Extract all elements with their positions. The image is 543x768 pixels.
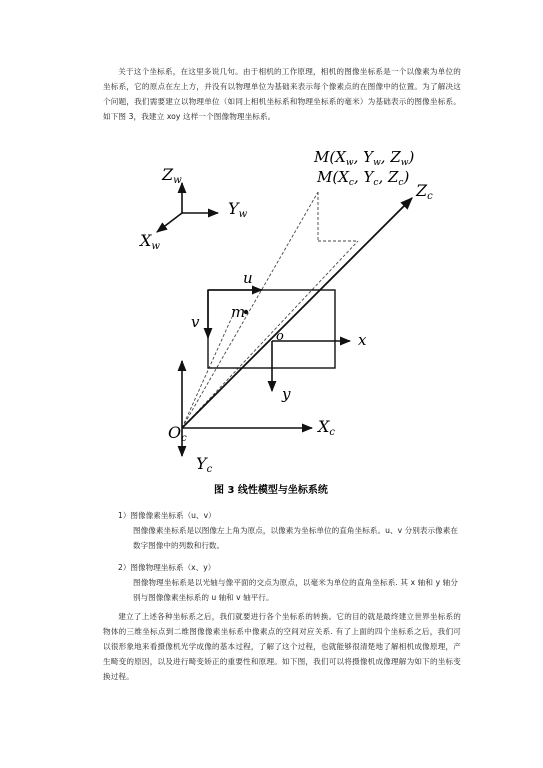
list-item-heading: 2）图像物理坐标系（x、y） (118, 563, 216, 572)
m-label: m (231, 303, 246, 321)
world-x-label: Xw (140, 231, 160, 252)
list-item (118, 560, 458, 605)
list-item-body: 图像物理坐标系是以光轴与像平面的交点为原点，以毫米为单位的直角坐标系. 其 x 轴和 y 轴分别与图像像素坐标系的 u 轴和 v 轴平行。 (133, 578, 458, 602)
v-label: v (191, 313, 200, 331)
point-m-camera-label: $M(X_c$, $Y_c$, $Z_c$) (317, 168, 410, 188)
final-paragraph: 建立了上述各种坐标系之后，我们就要进行各个坐标系的转换。它的目的就是最终建立世界坐标系的物体的三维坐标点到二维图像像素坐标系中像素点的空间对应关系. 有了上面的四个坐标系之后，我们可以很形象地来看摄像机光学成像的基本过程，了解了这个过程，也就能够很清楚地了解相机成像原理，产生畸变的原因，以及进行畸变矫正的重要性和原理。如下图，我们可以将摄像机成像理解为如下的坐标变换过程。 (103, 612, 461, 681)
world-frame (157, 183, 218, 232)
world-y-label: Yw (228, 199, 248, 220)
camera-y-label: Yc (196, 454, 213, 475)
list-item-heading: 1）图像像素坐标系（u、v） (118, 511, 216, 520)
camera-origin-label: Oc (168, 423, 187, 444)
optical-axis-zc (182, 198, 412, 428)
point-m-world-label: $M(X_w$, $Y_w$, $Z_w$) (314, 148, 415, 168)
intro-paragraph: 关于这个坐标系，在这里多说几句。由于相机的工作原理，相机的图像坐标系是一个以像素为单位的坐标系，它的原点在左上方，并没有以物理单位为基础来表示每个像素点的在图像中的位置。为了解决这个问题，我们需要建立以物理单位（如同上相机坐标系和物理坐标系的毫米）为基础表示的图像坐标系。如下图 3，我建立 xoy 这样一个图像物理坐标系。 (103, 67, 461, 121)
o-label: o (276, 329, 284, 344)
y-label: y (282, 385, 291, 403)
camera-z-label: Zc (416, 181, 433, 202)
figure-caption: 图 3 线性模型与坐标系统 (214, 485, 328, 496)
camera-x-label: Xc (318, 417, 335, 438)
list-item-body: 图像像素坐标系是以图像左上角为原点，以像素为坐标单位的直角坐标系。u、v 分别表示像素在数字图像中的列数和行数。 (133, 526, 458, 550)
x-label: x (358, 331, 367, 349)
list-item (118, 508, 458, 553)
world-z-label: Zw (162, 165, 182, 186)
u-label: u (243, 269, 253, 287)
